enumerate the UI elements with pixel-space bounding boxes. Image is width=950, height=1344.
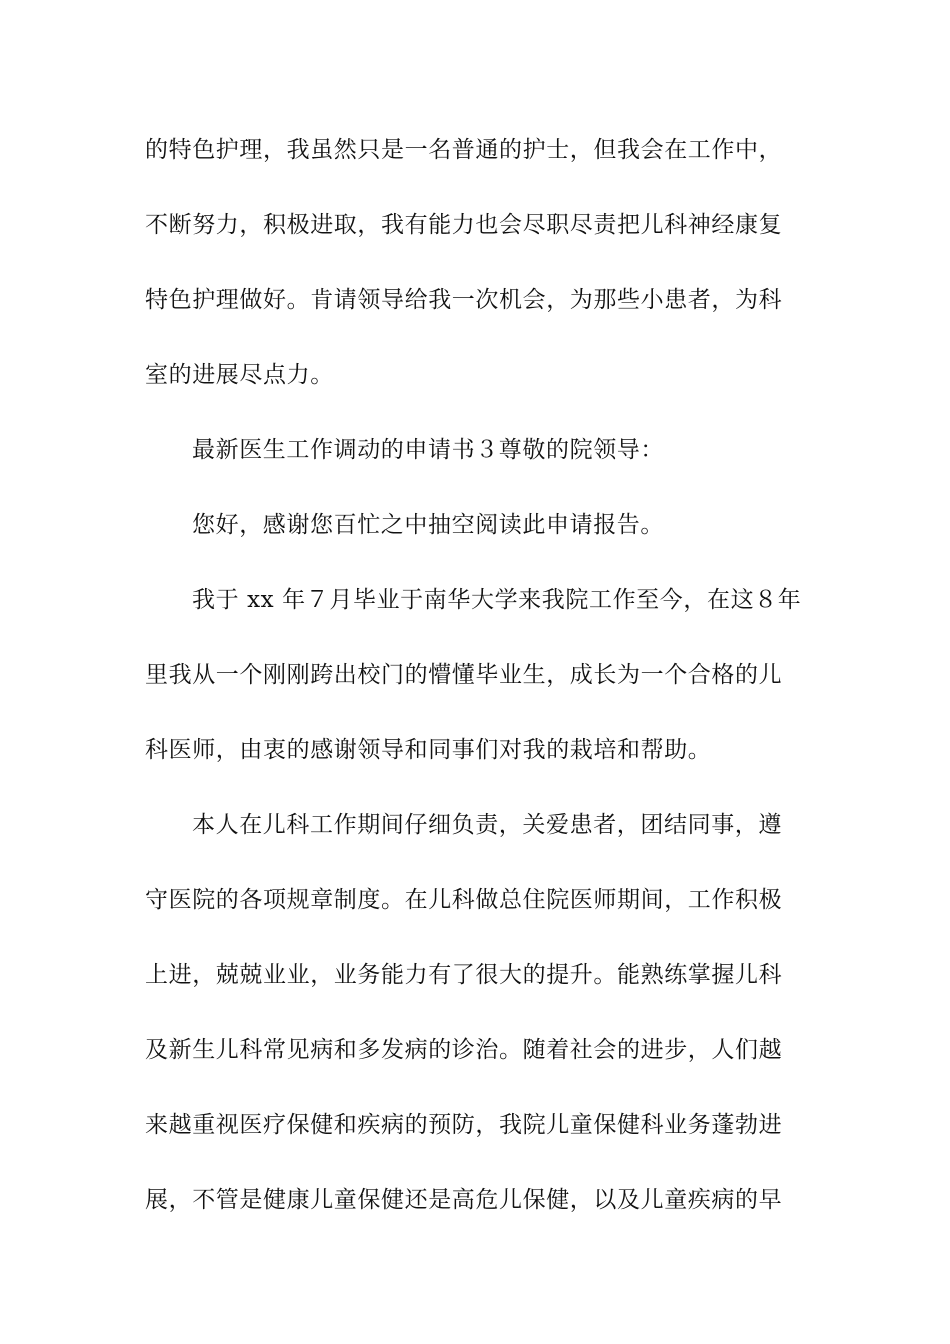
text-line: 展，不管是健康儿童保健还是高危儿保健，以及儿童疾病的早: [145, 1187, 783, 1213]
text-line: 特色护理做好。肯请领导给我一次机会，为那些小患者，为科: [145, 287, 783, 313]
text-line: 本人在儿科工作期间仔细负责，关爱患者，团结同事，遵: [192, 812, 782, 838]
text-line: 您好，感谢您百忙之中抽空阅读此申请报告。: [192, 512, 664, 538]
text-line: 我于 xx 年７月毕业于南华大学来我院工作至今，在这８年: [192, 587, 802, 613]
text-line: 科医师，由衷的感谢领导和同事们对我的栽培和帮助。: [145, 737, 712, 763]
text-line: 里我从一个刚刚跨出校门的懵懂毕业生，成长为一个合格的儿: [145, 662, 783, 688]
text-line: 最新医生工作调动的申请书３尊敬的院领导：: [192, 437, 664, 463]
text-line: 不断努力，积极进取，我有能力也会尽职尽责把儿科神经康复: [145, 212, 783, 238]
text-line: 守医院的各项规章制度。在儿科做总住院医师期间，工作积极: [145, 887, 783, 913]
text-line: 及新生儿科常见病和多发病的诊治。随着社会的进步，人们越: [145, 1037, 783, 1063]
text-line: 室的进展尽点力。: [145, 362, 334, 388]
text-line: 上进，兢兢业业，业务能力有了很大的提升。能熟练掌握儿科: [145, 962, 783, 988]
text-line: 的特色护理，我虽然只是一名普通的护士，但我会在工作中，: [145, 137, 783, 163]
text-line: 来越重视医疗保健和疾病的预防，我院儿童保健科业务蓬勃进: [145, 1112, 783, 1138]
